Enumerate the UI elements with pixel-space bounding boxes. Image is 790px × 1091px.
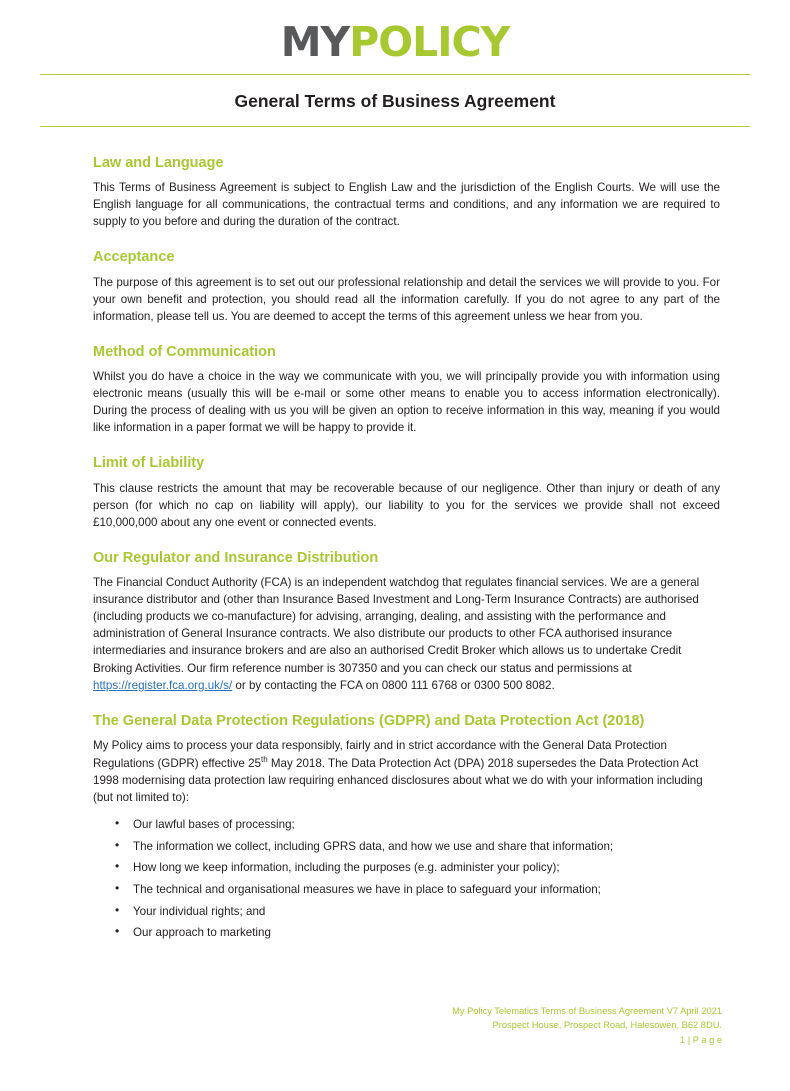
list-item: • Our approach to marketing — [115, 924, 720, 941]
section-paragraph — [93, 737, 720, 806]
footer-page-number: 1 | P a g e — [679, 1034, 722, 1045]
list-item: • Your individual rights; and — [115, 903, 720, 920]
title-divider-bottom — [40, 126, 750, 127]
section-paragraph: This clause restricts the amount that may be recoverable because of our negligence. Other than injury or death of any person (for which no cap on liability will apply), our liability to you for the services we provide shall not exceed £10,000,000 about any one event or connected events. — [93, 481, 720, 529]
company-logo — [0, 0, 790, 74]
section-paragraph: Whilst you do have a choice in the way we communicate with you, we will principally provide you with information using electronic means (usually this will be e-mail or some other means to enable you to access information electronically). During the process of dealing with us you will be given an option to receive information in this way, meaning if you would like information in a paper format we will be happy to provide it. — [93, 370, 720, 435]
list-item: • The technical and organisational measures we have in place to safeguard your information; — [115, 881, 720, 898]
section-limit-of-liability — [93, 455, 720, 530]
paragraph-text-after-link: or by contacting the FCA on 0800 111 6768 or 0300 500 8082. — [232, 678, 555, 692]
page-title: General Terms of Business Agreement — [234, 91, 556, 111]
section-acceptance — [93, 249, 720, 324]
paragraph-text-part1: My Policy aims to process your data responsibly, fairly and in strict accordance with the General Data Protection Regulations (GDPR) effective 25 — [93, 738, 667, 770]
document-body — [0, 155, 790, 941]
list-item: • The information we collect, including GPRS data, and how we use and share that information; — [115, 838, 720, 855]
section-heading: Method of Communication — [93, 343, 276, 360]
section-method-of-communication — [93, 344, 720, 437]
section-law-and-language — [93, 155, 720, 230]
list-item: • Our lawful bases of processing; — [115, 816, 720, 833]
page-footer — [0, 1004, 790, 1047]
section-heading: Limit of Liability — [93, 455, 205, 472]
section-gdpr-and-data-protection-act — [93, 713, 720, 942]
section-our-regulator-and-insurance-distribution — [93, 550, 720, 694]
logo-text-my: MY — [280, 18, 350, 66]
footer-document-reference: My Policy Telematics Terms of Business Agreement V7 April 2021 — [452, 1005, 722, 1016]
section-heading: Law and Language — [93, 155, 224, 171]
paragraph-text-before-link: The Financial Conduct Authority (FCA) is an independent watchdog that regulates financial services. We are a general insurance distributor and (other than Insurance Based Investment and Long-Term Insurance Contracts) are authorised (including products we co-manufacture) for advising, arranging, dealing, and assisting with the performance and administration of General Insurance contracts. We also distribute our products to other FCA authorised insurance intermediaries and insurance brokers and are also an authorised Credit Broker which allows us to undertake Credit Broking Activities. Our firm reference number is 307350 and you can check our status and permissions at — [93, 576, 700, 675]
logo-text — [281, 18, 510, 66]
footer-address: Prospect House, Prospect Road, Halesowen, B62 8DU. — [492, 1020, 722, 1031]
section-heading: Acceptance — [93, 249, 175, 266]
section-paragraph: The purpose of this agreement is to set out our professional relationship and detail the services we will provide to you. For your own benefit and protection, you should read all the information carefully. If you do not agree to any part of the information, please tell us. You are deemed to accept the terms of this agreement unless we hear from you. — [93, 275, 720, 323]
logo-text-policy: POLICY — [349, 18, 510, 66]
gdpr-bullet-list — [93, 816, 720, 941]
list-item: • How long we keep information, including the purposes (e.g. administer your policy); — [115, 859, 720, 876]
paragraph-text-part2: May 2018. The Data Protection Act (DPA) 2018 supersedes the Data Protection Act 1998 modernising data protection law requiring enhanced disclosures about what we do with your information including (but not limited to): — [93, 756, 703, 804]
section-paragraph — [93, 574, 720, 693]
section-heading: The General Data Protection Regulations (GDPR) and Data Protection Act (2018) — [93, 712, 645, 729]
ordinal-suffix: th — [260, 755, 268, 764]
section-heading: Our Regulator and Insurance Distribution — [93, 549, 379, 566]
fca-register-link[interactable]: https://register.fca.org.uk/s/ — [93, 678, 233, 692]
section-paragraph: This Terms of Business Agreement is subject to English Law and the jurisdiction of the English Courts. We will use the English language for all communications, the contractual terms and conditions, and any information we are required to supply to you before and during the duration of the contract. — [93, 181, 720, 229]
